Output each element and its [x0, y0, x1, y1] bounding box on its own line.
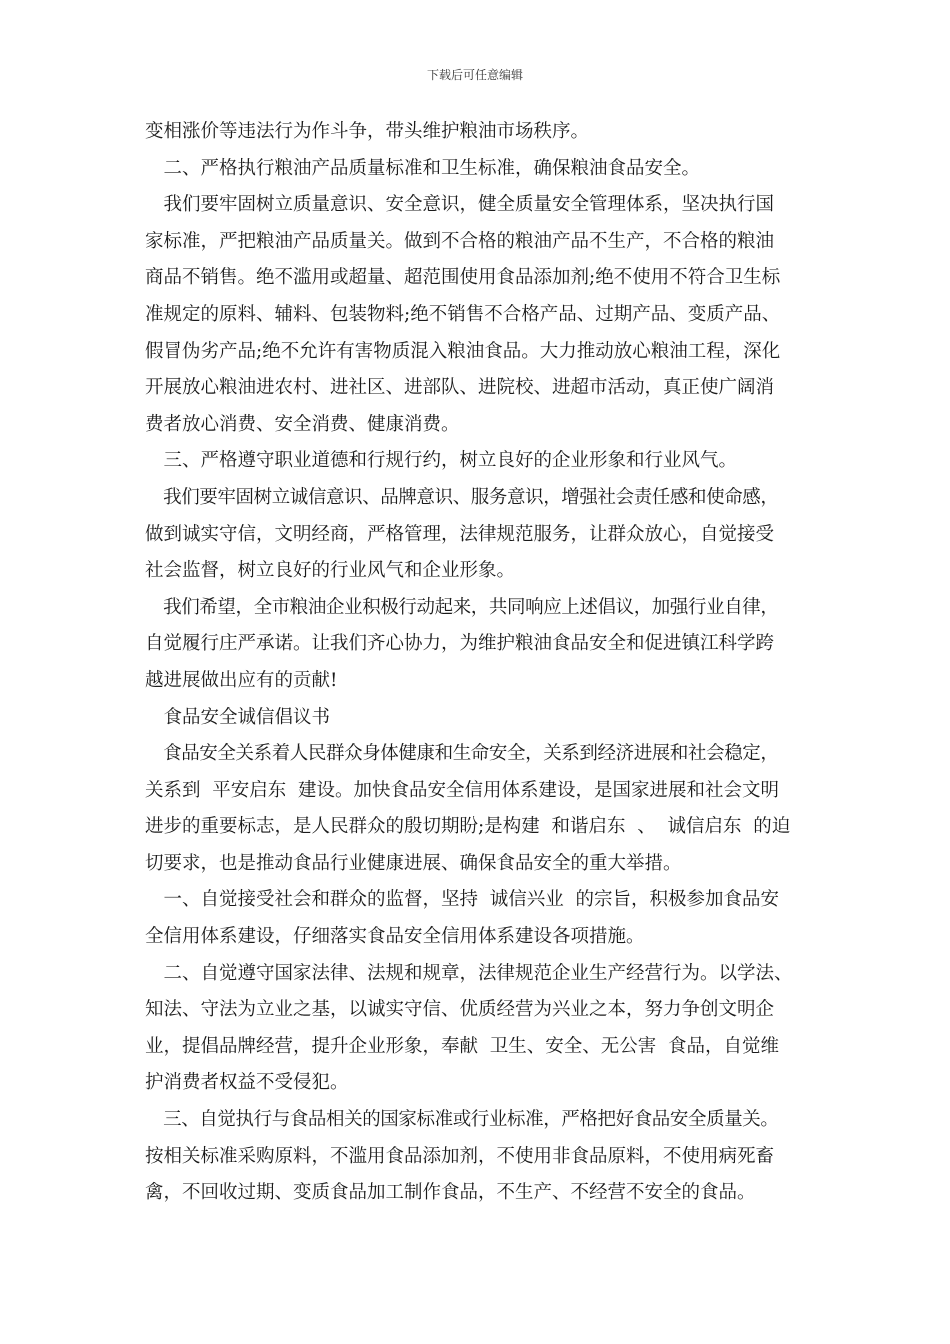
document-body — [145, 114, 807, 1212]
text-line: 我们希望，全市粮油企业积极行动起来，共同响应上述倡议，加强行业自律， — [145, 596, 779, 618]
text-line: 关系到 平安启东 建设。加快食品安全信用体系建设，是国家进展和社会文明 — [145, 779, 780, 801]
section-heading: 三、严格遵守职业道德和行规行约，树立良好的企业形象和行业风气。 — [145, 450, 738, 472]
text-line: 业，提倡品牌经营，提升企业形象，奉献 卫生、安全、无公害 食品，自觉维 — [145, 1035, 780, 1057]
text-line: 全信用体系建设，仔细落实食品安全信用体系建设各项措施。 — [145, 926, 645, 948]
text-line: 进步的重要标志，是人民群众的殷切期盼;是构建 和谐启东 、 诚信启东 的迫 — [145, 816, 791, 838]
text-line: 知法、守法为立业之基，以诚实守信、优质经营为兴业之本，努力争创文明企 — [145, 999, 775, 1021]
text-line: 自觉履行庄严承诺。让我们齐心协力，为维护粮油食品安全和促进镇江科学跨 — [145, 633, 775, 655]
text-line: 社会监督，树立良好的行业风气和企业形象。 — [145, 560, 516, 582]
text-line: 做到诚实守信，文明经商，严格管理，法律规范服务，让群众放心，自觉接受 — [145, 523, 775, 545]
text-line: 禽，不回收过期、变质食品加工制作食品，不生产、不经营不安全的食品。 — [145, 1182, 756, 1204]
text-line: 护消费者权益不受侵犯。 — [145, 1072, 349, 1094]
section-heading: 二、自觉遵守国家法律、法规和规章，法律规范企业生产经营行为。以学法、 — [145, 962, 793, 984]
text-line: 准规定的原料、辅料、包装物料;绝不销售不合格产品、过期产品、变质产品、 — [145, 303, 781, 325]
document-title: 食品安全诚信倡议书 — [145, 706, 331, 728]
text-line: 切要求，也是推动食品行业健康进展、确保食品安全的重大举措。 — [145, 852, 682, 874]
text-line: 商品不销售。绝不滥用或超量、超范围使用食品添加剂;绝不使用不符合卫生标 — [145, 267, 781, 289]
page-header-note: 下载后可任意编辑 — [426, 68, 523, 82]
text-line: 食品安全关系着人民群众身体健康和生命安全，关系到经济进展和社会稳定， — [145, 743, 779, 765]
section-heading: 三、自觉执行与食品相关的国家标准或行业标准，严格把好食品安全质量关。 — [145, 1109, 779, 1131]
text-line: 越进展做出应有的贡献! — [145, 669, 338, 691]
text-line: 费者放心消费、安全消费、健康消费。 — [145, 413, 460, 435]
text-line: 假冒伪劣产品;绝不允许有害物质混入粮油食品。大力推动放心粮油工程，深化 — [145, 340, 781, 362]
text-line: 开展放心粮油进农村、进社区、进部队、进院校、进超市活动，真正使广阔消 — [145, 377, 775, 399]
section-heading: 二、严格执行粮油产品质量标准和卫生标准，确保粮油食品安全。 — [145, 157, 701, 179]
text-line: 变相涨价等违法行为作斗争，带头维护粮油市场秩序。 — [145, 121, 590, 142]
section-heading: 一、自觉接受社会和群众的监督，坚持 诚信兴业 的宗旨，积极参加食品安 — [145, 889, 780, 911]
text-line: 家标准，严把粮油产品质量关。做到不合格的粮油产品不生产，不合格的粮油 — [145, 230, 775, 252]
text-line: 按相关标准采购原料，不滥用食品添加剂，不使用非食品原料，不使用病死畜 — [145, 1145, 775, 1167]
text-line: 我们要牢固树立质量意识、安全意识，健全质量安全管理体系，坚决执行国 — [145, 194, 775, 216]
text-line: 我们要牢固树立诚信意识、品牌意识、服务意识，增强社会责任感和使命感， — [145, 486, 779, 508]
